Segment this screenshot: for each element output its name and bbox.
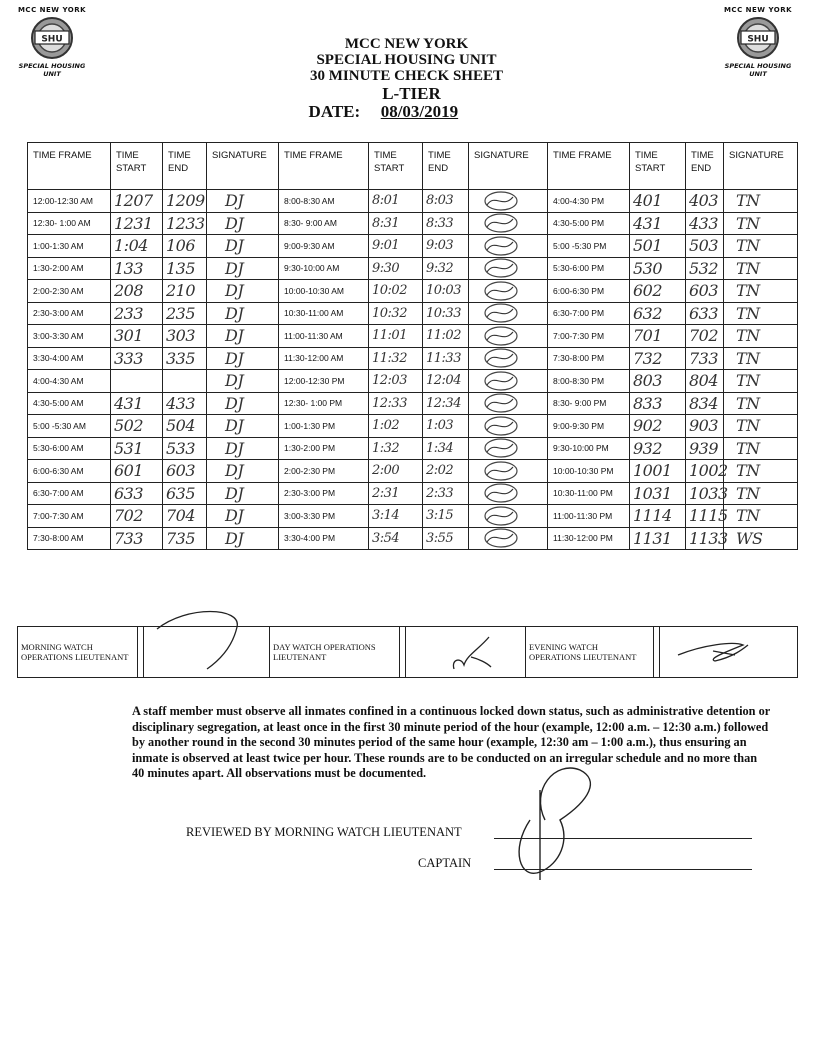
- time-end-cell: 603: [163, 460, 207, 483]
- time-frame-cell: 3:00-3:30 AM: [28, 325, 111, 348]
- signature-cell: TN: [724, 235, 798, 258]
- time-start-cell: 11:01: [369, 325, 423, 348]
- time-start-cell: 9:01: [369, 235, 423, 258]
- time-start-cell: 1:04: [111, 235, 163, 258]
- time-end-cell: 603: [686, 280, 724, 303]
- time-frame-cell: 12:30- 1:00 PM: [279, 392, 369, 415]
- time-start-cell: 3:14: [369, 505, 423, 528]
- time-frame-cell: 4:00-4:30 AM: [28, 370, 111, 393]
- time-end-cell: 2:33: [423, 482, 469, 505]
- signature-cell: [469, 235, 548, 258]
- signature-cell: DJ: [207, 527, 279, 550]
- signature-cell: DJ: [207, 302, 279, 325]
- signature-cell: [469, 437, 548, 460]
- time-start-cell: 632: [630, 302, 686, 325]
- time-end-cell: 3:55: [423, 527, 469, 550]
- col-time-start: TIME START: [630, 143, 686, 190]
- col-time-frame: TIME FRAME: [548, 143, 630, 190]
- col-time-end: TIME END: [686, 143, 724, 190]
- handwritten-signature-icon: [469, 348, 539, 368]
- time-frame-cell: 6:00-6:30 PM: [548, 280, 630, 303]
- signature-cell: TN: [724, 280, 798, 303]
- time-end-cell: [163, 370, 207, 393]
- signature-cell: DJ: [207, 437, 279, 460]
- handwritten-signature-icon: [469, 393, 539, 413]
- signature-cell: DJ: [207, 392, 279, 415]
- time-frame-cell: 7:00-7:30 AM: [28, 505, 111, 528]
- logo-bottom-text: SPECIAL HOUSING UNIT: [18, 62, 86, 78]
- handwritten-signature-icon: [469, 371, 539, 391]
- signature-cell: [469, 370, 548, 393]
- time-end-cell: 10:03: [423, 280, 469, 303]
- header-line-1: MCC NEW YORK: [344, 36, 469, 52]
- time-end-cell: 903: [686, 415, 724, 438]
- time-frame-cell: 4:30-5:00 AM: [28, 392, 111, 415]
- watch-row: [18, 627, 798, 678]
- time-end-cell: 834: [686, 392, 724, 415]
- time-start-cell: 501: [630, 235, 686, 258]
- signature-cell: TN: [724, 460, 798, 483]
- col-signature: SIGNATURE: [469, 143, 548, 190]
- time-start-cell: 732: [630, 347, 686, 370]
- time-start-cell: 10:02: [369, 280, 423, 303]
- time-end-cell: 11:02: [423, 325, 469, 348]
- time-start-cell: 1031: [630, 482, 686, 505]
- time-frame-cell: 10:00-10:30 AM: [279, 280, 369, 303]
- document-header: [0, 36, 813, 120]
- table-row: [28, 392, 798, 415]
- handwritten-signature-icon: [663, 631, 783, 671]
- col-time-end: TIME END: [163, 143, 207, 190]
- table-row: [28, 437, 798, 460]
- signature-cell: TN: [724, 415, 798, 438]
- handwritten-signature-icon: [469, 258, 539, 278]
- time-frame-cell: 12:00-12:30 AM: [28, 190, 111, 213]
- table-row: [28, 370, 798, 393]
- time-end-cell: 9:03: [423, 235, 469, 258]
- time-start-cell: 1114: [630, 505, 686, 528]
- captain-label: CAPTAIN: [418, 856, 472, 870]
- time-frame-cell: 2:00-2:30 PM: [279, 460, 369, 483]
- time-end-cell: 10:33: [423, 302, 469, 325]
- time-frame-cell: 5:00 -5:30 AM: [28, 415, 111, 438]
- morning-watch-signature: [144, 627, 270, 678]
- time-start-cell: 1231: [111, 212, 163, 235]
- evening-watch-label: EVENING WATCH OPERATIONS LIEUTENANT: [526, 627, 654, 678]
- time-frame-cell: 10:00-10:30 PM: [548, 460, 630, 483]
- time-end-cell: 235: [163, 302, 207, 325]
- time-start-cell: 12:33: [369, 392, 423, 415]
- handwritten-signature-icon: [409, 629, 519, 673]
- time-frame-cell: 3:30-4:00 PM: [279, 527, 369, 550]
- signature-cell: DJ: [207, 280, 279, 303]
- signature-cell: TN: [724, 437, 798, 460]
- time-start-cell: 633: [111, 482, 163, 505]
- time-frame-cell: 11:30-12:00 PM: [548, 527, 630, 550]
- time-frame-cell: 9:00-9:30 PM: [548, 415, 630, 438]
- time-start-cell: 902: [630, 415, 686, 438]
- time-frame-cell: 6:30-7:00 PM: [548, 302, 630, 325]
- signature-cell: [469, 280, 548, 303]
- time-start-cell: 530: [630, 257, 686, 280]
- time-start-cell: 133: [111, 257, 163, 280]
- time-start-cell: 702: [111, 505, 163, 528]
- time-start-cell: 602: [630, 280, 686, 303]
- signature-cell: DJ: [207, 257, 279, 280]
- signature-cell: [469, 392, 548, 415]
- time-end-cell: 704: [163, 505, 207, 528]
- reviewed-label: REVIEWED BY MORNING WATCH LIEUTENANT: [186, 825, 462, 839]
- time-frame-cell: 2:00-2:30 AM: [28, 280, 111, 303]
- signature-cell: TN: [724, 257, 798, 280]
- time-start-cell: 11:32: [369, 347, 423, 370]
- col-time-frame: TIME FRAME: [28, 143, 111, 190]
- col-signature: SIGNATURE: [724, 143, 798, 190]
- signature-cell: DJ: [207, 235, 279, 258]
- table-row: [28, 257, 798, 280]
- col-signature: SIGNATURE: [207, 143, 279, 190]
- time-start-cell: 401: [630, 190, 686, 213]
- signature-cell: [469, 347, 548, 370]
- time-frame-cell: 9:30-10:00 AM: [279, 257, 369, 280]
- time-start-cell: [111, 370, 163, 393]
- instructions-paragraph: A staff member must observe all inmates confined in a continuous locked down status, such as administrative detention or disciplinary segregation, at least once in the first 30 minute period of the hour (example, 12:00 a.m. – 12:30 a.m.) followed by another round in the second 30 minutes period of the same hour (example, 12:30 am – 1:00 a.m.), thus ensuring an inmate is observed at least twice per hour. These rounds are to be conducted on an irregular schedule and no more than 40 minutes apart. All observations must be documented.: [132, 704, 770, 780]
- table-row: [28, 302, 798, 325]
- time-frame-cell: 7:30-8:00 AM: [28, 527, 111, 550]
- evening-watch-signature: [660, 627, 798, 678]
- time-end-cell: 135: [163, 257, 207, 280]
- time-frame-cell: 9:30-10:00 PM: [548, 437, 630, 460]
- handwritten-signature-icon: [469, 416, 539, 436]
- table-row: [28, 415, 798, 438]
- time-end-cell: 12:04: [423, 370, 469, 393]
- time-start-cell: 733: [111, 527, 163, 550]
- time-end-cell: 1209: [163, 190, 207, 213]
- time-frame-cell: 8:00-8:30 AM: [279, 190, 369, 213]
- time-frame-cell: 7:30-8:00 PM: [548, 347, 630, 370]
- time-start-cell: 208: [111, 280, 163, 303]
- time-start-cell: 531: [111, 437, 163, 460]
- signature-cell: DJ: [207, 460, 279, 483]
- time-end-cell: 702: [686, 325, 724, 348]
- handwritten-signature-icon: [469, 506, 539, 526]
- time-end-cell: 403: [686, 190, 724, 213]
- time-frame-cell: 8:00-8:30 PM: [548, 370, 630, 393]
- handwritten-signature-icon: [469, 326, 539, 346]
- logo-mid-text: SHU: [747, 34, 769, 45]
- time-end-cell: 2:02: [423, 460, 469, 483]
- handwritten-signature-icon: [469, 438, 539, 458]
- logo-top-text: MCC NEW YORK: [723, 6, 793, 14]
- time-frame-cell: 10:30-11:00 AM: [279, 302, 369, 325]
- time-frame-cell: 5:30-6:00 PM: [548, 257, 630, 280]
- time-end-cell: 939: [686, 437, 724, 460]
- table-row: [28, 460, 798, 483]
- time-end-cell: 532: [686, 257, 724, 280]
- time-end-cell: 1:34: [423, 437, 469, 460]
- signature-cell: [469, 482, 548, 505]
- signature-cell: TN: [724, 212, 798, 235]
- signature-cell: TN: [724, 190, 798, 213]
- time-frame-cell: 12:00-12:30 PM: [279, 370, 369, 393]
- time-end-cell: 8:03: [423, 190, 469, 213]
- time-frame-cell: 2:30-3:00 AM: [28, 302, 111, 325]
- time-end-cell: 106: [163, 235, 207, 258]
- signature-cell: [469, 302, 548, 325]
- time-frame-cell: 11:30-12:00 AM: [279, 347, 369, 370]
- handwritten-signature-icon: [469, 191, 539, 211]
- time-start-cell: 833: [630, 392, 686, 415]
- time-frame-cell: 8:30- 9:00 PM: [548, 392, 630, 415]
- table-row: [28, 325, 798, 348]
- signature-cell: DJ: [207, 190, 279, 213]
- time-start-cell: 601: [111, 460, 163, 483]
- signature-cell: TN: [724, 505, 798, 528]
- time-end-cell: 1115: [686, 505, 724, 528]
- handwritten-signature-icon: [469, 528, 539, 548]
- time-start-cell: 10:32: [369, 302, 423, 325]
- table-row: [28, 482, 798, 505]
- handwritten-signature-icon: [469, 483, 539, 503]
- time-frame-cell: 9:00-9:30 AM: [279, 235, 369, 258]
- signature-cell: DJ: [207, 370, 279, 393]
- time-frame-cell: 4:30-5:00 PM: [548, 212, 630, 235]
- time-end-cell: 8:33: [423, 212, 469, 235]
- time-frame-cell: 7:00-7:30 PM: [548, 325, 630, 348]
- time-frame-cell: 10:30-11:00 PM: [548, 482, 630, 505]
- table-row: [28, 280, 798, 303]
- time-end-cell: 635: [163, 482, 207, 505]
- time-frame-cell: 4:00-4:30 PM: [548, 190, 630, 213]
- signature-cell: [469, 460, 548, 483]
- time-start-cell: 8:01: [369, 190, 423, 213]
- col-time-end: TIME END: [423, 143, 469, 190]
- time-end-cell: 303: [163, 325, 207, 348]
- time-frame-cell: 11:00-11:30 PM: [548, 505, 630, 528]
- time-end-cell: 3:15: [423, 505, 469, 528]
- handwritten-signature-icon: [469, 236, 539, 256]
- time-start-cell: 1207: [111, 190, 163, 213]
- day-watch-signature: [406, 627, 526, 678]
- time-end-cell: 735: [163, 527, 207, 550]
- time-frame-cell: 12:30- 1:00 AM: [28, 212, 111, 235]
- header-line-2: SPECIAL HOUSING UNIT: [316, 52, 497, 68]
- time-start-cell: 3:54: [369, 527, 423, 550]
- time-end-cell: 1:03: [423, 415, 469, 438]
- time-end-cell: 335: [163, 347, 207, 370]
- time-start-cell: 701: [630, 325, 686, 348]
- signature-cell: TN: [724, 370, 798, 393]
- handwritten-signature-icon: [147, 607, 257, 667]
- time-end-cell: 633: [686, 302, 724, 325]
- time-end-cell: 504: [163, 415, 207, 438]
- logo-bottom-text: SPECIAL HOUSING UNIT: [724, 62, 792, 78]
- time-end-cell: 433: [163, 392, 207, 415]
- tier-label: L-TIER: [382, 84, 441, 103]
- signature-cell: [469, 325, 548, 348]
- time-start-cell: 2:31: [369, 482, 423, 505]
- time-frame-cell: 8:30- 9:00 AM: [279, 212, 369, 235]
- time-end-cell: 1233: [163, 212, 207, 235]
- header-line-3: 30 MINUTE CHECK SHEET: [310, 68, 503, 84]
- signature-cell: DJ: [207, 482, 279, 505]
- signature-cell: [469, 505, 548, 528]
- check-table: [27, 142, 798, 550]
- time-start-cell: 12:03: [369, 370, 423, 393]
- time-start-cell: 233: [111, 302, 163, 325]
- time-end-cell: 9:32: [423, 257, 469, 280]
- table-header-row: [28, 143, 798, 190]
- signature-cell: DJ: [207, 212, 279, 235]
- signature-cell: TN: [724, 302, 798, 325]
- table-row: [28, 527, 798, 550]
- time-end-cell: 1133: [686, 527, 724, 550]
- time-start-cell: 803: [630, 370, 686, 393]
- logo-top-text: MCC NEW YORK: [17, 6, 87, 14]
- time-frame-cell: 1:30-2:00 PM: [279, 437, 369, 460]
- signature-cell: TN: [724, 347, 798, 370]
- signature-cell: DJ: [207, 347, 279, 370]
- date-label: DATE:: [308, 102, 361, 121]
- handwritten-signature-icon: [469, 213, 539, 233]
- time-end-cell: 503: [686, 235, 724, 258]
- time-start-cell: 301: [111, 325, 163, 348]
- handwritten-signature-icon: [469, 461, 539, 481]
- time-start-cell: 9:30: [369, 257, 423, 280]
- morning-watch-label: MORNING WATCH OPERATIONS LIEUTENANT: [18, 627, 138, 678]
- col-time-start: TIME START: [369, 143, 423, 190]
- signature-cell: DJ: [207, 415, 279, 438]
- time-start-cell: 431: [630, 212, 686, 235]
- signature-cell: DJ: [207, 505, 279, 528]
- signature-cell: WS: [724, 527, 798, 550]
- signature-cell: TN: [724, 325, 798, 348]
- handwritten-signature-icon: [469, 281, 539, 301]
- table-row: [28, 212, 798, 235]
- logo-mid-text: SHU: [41, 34, 63, 45]
- signature-cell: [469, 415, 548, 438]
- time-start-cell: 333: [111, 347, 163, 370]
- time-frame-cell: 5:00 -5:30 PM: [548, 235, 630, 258]
- time-frame-cell: 2:30-3:00 PM: [279, 482, 369, 505]
- time-start-cell: 1:32: [369, 437, 423, 460]
- time-start-cell: 1:02: [369, 415, 423, 438]
- signature-cell: TN: [724, 482, 798, 505]
- time-start-cell: 2:00: [369, 460, 423, 483]
- table-row: [28, 347, 798, 370]
- time-end-cell: 1033: [686, 482, 724, 505]
- time-start-cell: 8:31: [369, 212, 423, 235]
- date-value: 08/03/2019: [380, 102, 459, 121]
- time-frame-cell: 3:00-3:30 PM: [279, 505, 369, 528]
- time-frame-cell: 1:00-1:30 AM: [28, 235, 111, 258]
- time-end-cell: 533: [163, 437, 207, 460]
- time-end-cell: 11:33: [423, 347, 469, 370]
- time-frame-cell: 3:30-4:00 AM: [28, 347, 111, 370]
- handwritten-signature-icon: [469, 303, 539, 323]
- col-time-start: TIME START: [111, 143, 163, 190]
- table-row: [28, 190, 798, 213]
- date-line: [0, 104, 813, 120]
- signature-cell: [469, 527, 548, 550]
- day-watch-label: DAY WATCH OPERATIONS LIEUTENANT: [270, 627, 400, 678]
- time-end-cell: 733: [686, 347, 724, 370]
- table-row: [28, 505, 798, 528]
- time-frame-cell: 1:30-2:00 AM: [28, 257, 111, 280]
- time-frame-cell: 5:30-6:00 AM: [28, 437, 111, 460]
- captain-signature-icon: [500, 760, 610, 890]
- time-frame-cell: 11:00-11:30 AM: [279, 325, 369, 348]
- time-frame-cell: 6:00-6:30 AM: [28, 460, 111, 483]
- time-frame-cell: 1:00-1:30 PM: [279, 415, 369, 438]
- signature-cell: DJ: [207, 325, 279, 348]
- signature-cell: [469, 212, 548, 235]
- time-start-cell: 431: [111, 392, 163, 415]
- table-row: [28, 235, 798, 258]
- signature-cell: [469, 190, 548, 213]
- time-frame-cell: 6:30-7:00 AM: [28, 482, 111, 505]
- time-end-cell: 12:34: [423, 392, 469, 415]
- time-start-cell: 502: [111, 415, 163, 438]
- col-time-frame: TIME FRAME: [279, 143, 369, 190]
- signature-cell: TN: [724, 392, 798, 415]
- signature-cell: [469, 257, 548, 280]
- time-end-cell: 433: [686, 212, 724, 235]
- time-start-cell: 932: [630, 437, 686, 460]
- time-end-cell: 804: [686, 370, 724, 393]
- time-end-cell: 1002: [686, 460, 724, 483]
- watch-signoff-table: [17, 626, 798, 678]
- time-start-cell: 1131: [630, 527, 686, 550]
- time-start-cell: 1001: [630, 460, 686, 483]
- time-end-cell: 210: [163, 280, 207, 303]
